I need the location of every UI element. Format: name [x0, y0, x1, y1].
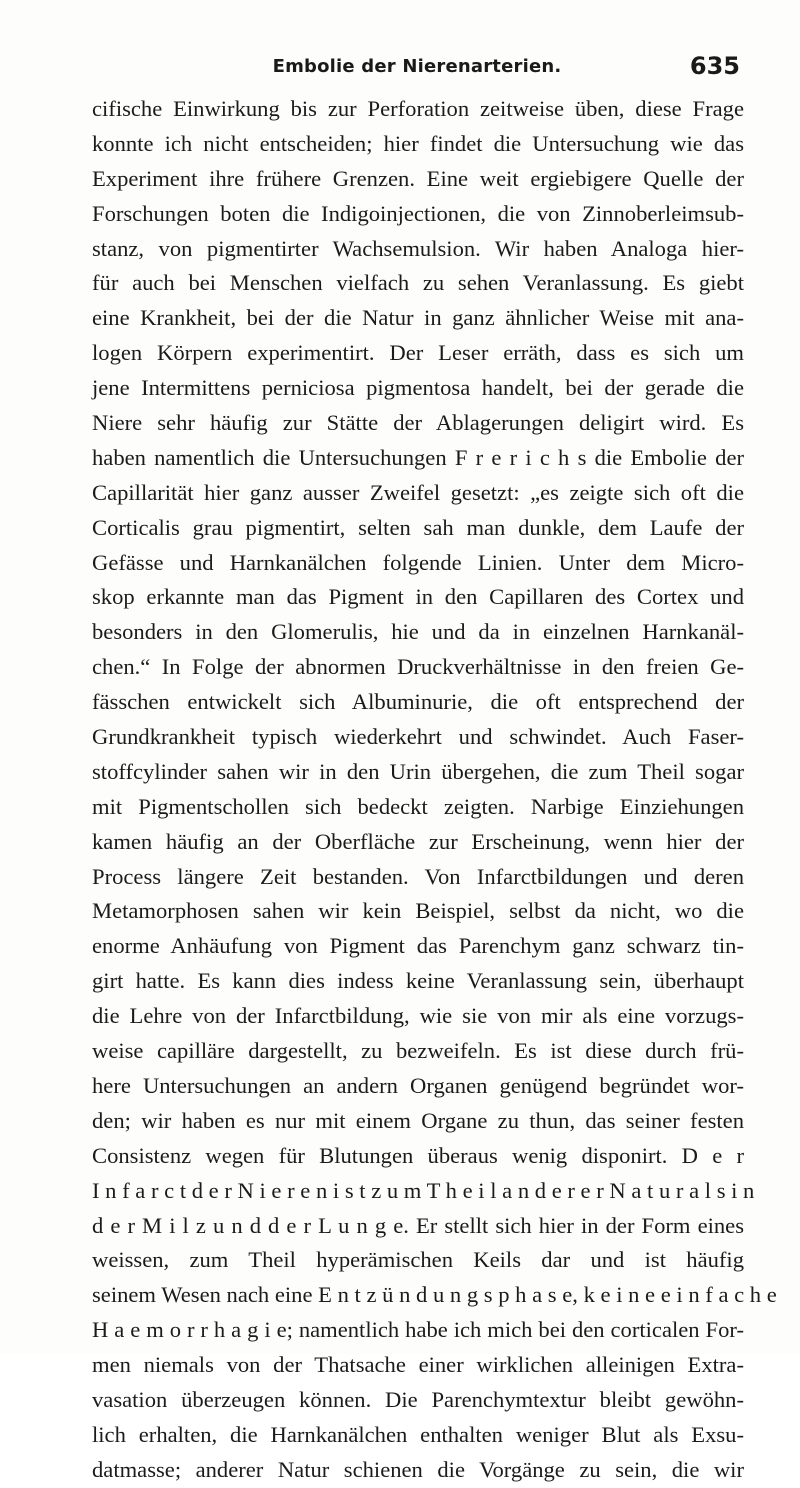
text-line: mit Pigmentschollen sich bedeckt zeigten. Narbige Einziehungen [92, 793, 744, 819]
text-line: Metamorphosen sahen wir kein Beispiel, selbst da nicht, wo die [92, 898, 744, 924]
text-line: enorme Anhäufung von Pigment das Parenchym ganz schwarz tin- [92, 933, 744, 959]
text-line: Consistenz wegen für Blutungen überaus wenig disponirt. D e r [92, 1142, 744, 1168]
text-line: lich erhalten, die Harnkanälchen enthalten weniger Blut als Exsu- [92, 1421, 744, 1447]
text-line: jene Intermittens perniciosa pigmentosa handelt, bei der gerade die [92, 375, 744, 401]
text-line: seinem Wesen nach eine E n t z ü n d u n g s p h a s e, k e i n e e i n f a c h e [92, 1282, 777, 1308]
text-line: weissen, zum Theil hyperämischen Keils dar und ist häufig [92, 1247, 744, 1273]
text-line: skop erkannte man das Pigment in den Capillaren des Cortex und [92, 584, 744, 610]
text-line: fässchen entwickelt sich Albuminurie, die oft entsprechend der [92, 689, 744, 715]
text-line: Corticalis grau pigmentirt, selten sah man dunkle, dem Laufe der [92, 514, 744, 540]
running-header [94, 52, 740, 82]
text-line: konnte ich nicht entscheiden; hier findet die Untersuchung wie das [92, 130, 744, 156]
running-title: Embolie der Nierenarterien. [272, 56, 562, 77]
text-line: für auch bei Menschen vielfach zu sehen Veranlassung. Es giebt [92, 270, 744, 296]
text-line: Forschungen boten die Indigoinjectionen, die von Zinnoberleimsub- [92, 200, 744, 226]
text-line: den; wir haben es nur mit einem Organe zu thun, das seiner festen [92, 1107, 744, 1133]
text-line: Process längere Zeit bestanden. Von Infarctbildungen und deren [92, 863, 744, 889]
text-line: Experiment ihre frühere Grenzen. Eine weit ergiebigere Quelle der [92, 165, 744, 191]
text-line: vasation überzeugen können. Die Parenchymtextur bleibt gewöhn- [92, 1386, 744, 1412]
text-line: stoffcylinder sahen wir in den Urin übergehen, die zum Theil sogar [92, 758, 744, 784]
text-line: datmasse; anderer Natur schienen die Vorgänge zu sein, die wir [92, 1456, 744, 1482]
text-line: haben namentlich die Untersuchungen F r e r i c h s die Embolie der [92, 444, 744, 470]
text-line: weise capilläre dargestellt, zu bezweifeln. Es ist diese durch frü- [92, 1038, 744, 1064]
text-line: Grundkrankheit typisch wiederkehrt und schwindet. Auch Faser- [92, 724, 744, 750]
text-line: besonders in den Glomerulis, hie und da in einzelnen Harnkanäl- [92, 619, 744, 645]
text-line: die Lehre von der Infarctbildung, wie sie von mir als eine vorzugs- [92, 1003, 744, 1029]
text-line: Niere sehr häufig zur Stätte der Ablagerungen deligirt wird. Es [92, 410, 744, 436]
body-text [92, 92, 777, 1488]
text-line: logen Körpern experimentirt. Der Leser erräth, dass es sich um [92, 340, 744, 366]
text-line: Gefässe und Harnkanälchen folgende Linien. Unter dem Micro- [92, 549, 744, 575]
page-number: 635 [689, 52, 740, 80]
text-line: d e r M i l z u n d d e r L u n g e. Er stellt sich hier in der Form eines [92, 1212, 744, 1238]
text-line: men niemals von der Thatsache einer wirklichen alleinigen Extra- [92, 1352, 744, 1378]
text-line: stanz, von pigmentirter Wachsemulsion. Wir haben Analoga hier- [92, 235, 744, 261]
text-line: girt hatte. Es kann dies indess keine Veranlassung sein, überhaupt [92, 968, 744, 994]
text-line: eine Krankheit, bei der die Natur in ganz ähnlicher Weise mit ana- [92, 305, 744, 331]
text-line: I n f a r c t d e r N i e r e n i s t z u m T h e i l a n d e r e r N a t u r a l s i n [92, 1177, 755, 1203]
text-line: here Untersuchungen an andern Organen genügend begründet wor- [92, 1072, 744, 1098]
text-line: Capillarität hier ganz ausser Zweifel gesetzt: „es zeigte sich oft die [92, 479, 744, 505]
text-line: H a e m o r r h a g i e; namentlich habe ich mich bei den corticalen For- [92, 1317, 744, 1343]
text-line: kamen häufig an der Oberfläche zur Erscheinung, wenn hier der [92, 828, 744, 854]
text-line: chen.“ In Folge der abnormen Druckverhältnisse in den freien Ge- [92, 654, 744, 680]
text-line: cifische Einwirkung bis zur Perforation zeitweise üben, diese Frage [92, 96, 744, 121]
